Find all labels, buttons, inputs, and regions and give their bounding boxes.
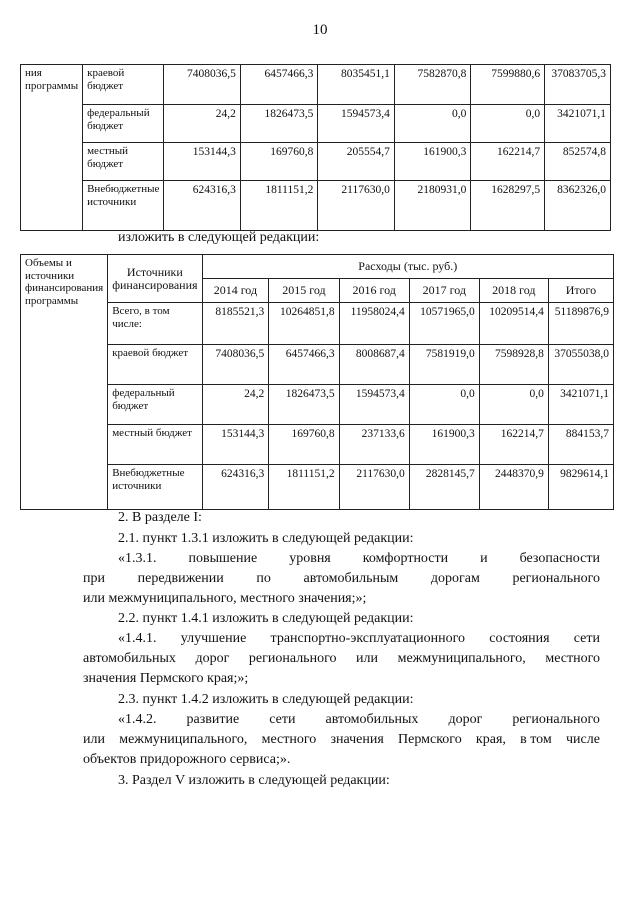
col2-header: Источники финансирования (108, 255, 202, 303)
word: или (83, 732, 105, 747)
table-cell: 37055038,0 (548, 345, 613, 385)
table-cell: 237133,6 (339, 425, 409, 465)
table-row (21, 65, 611, 105)
word: развитие (186, 712, 240, 727)
section-3: 3. Раздел V изложить в следующей редакции: (118, 773, 390, 788)
table-cell: 8035451,1 (318, 65, 395, 105)
quote-131-line2 (83, 571, 600, 587)
table-cell: 2117630,0 (318, 181, 395, 231)
word: автомобильным (303, 571, 399, 586)
table-cell: 161900,3 (409, 425, 479, 465)
table-row (21, 303, 614, 345)
quote-131-line1 (118, 551, 600, 567)
table-cell: 884153,7 (548, 425, 613, 465)
row-label: Внебюджетные источники (108, 465, 202, 510)
word: передвижении (137, 571, 224, 586)
word: по (256, 571, 271, 586)
table-cell: 3421071,1 (545, 105, 611, 143)
table-cell: 153144,3 (164, 143, 241, 181)
item-2-3: 2.3. пункт 1.4.2 изложить в следующей редакции: (118, 692, 414, 707)
table-cell: 2117630,0 (339, 465, 409, 510)
word: состояния (489, 631, 550, 646)
table-cell: 1811151,2 (269, 465, 339, 510)
table-cell: 7408036,5 (164, 65, 241, 105)
row-label: Внебюджетные источники (83, 181, 164, 231)
word: регионального (512, 571, 600, 586)
word: и (480, 551, 488, 566)
table-cell: 3421071,1 (548, 385, 613, 425)
table-cell: 205554,7 (318, 143, 395, 181)
table-cell: 1811151,2 (240, 181, 317, 231)
table-previous (20, 64, 611, 231)
word: комфортности (362, 551, 449, 566)
table-cell: 1826473,5 (240, 105, 317, 143)
table-row (21, 105, 611, 143)
word: межмуниципального, (119, 732, 248, 747)
table-cell: 8362326,0 (545, 181, 611, 231)
word: края, (475, 732, 506, 747)
table-cell: 1594573,4 (318, 105, 395, 143)
year-header: 2018 год (479, 279, 548, 303)
word: «1.3.1. (118, 551, 157, 566)
table-cell: 153144,3 (202, 425, 269, 465)
quote-142-line2 (83, 732, 600, 748)
table-cell: 161900,3 (394, 143, 471, 181)
row-label: краевой бюджет (83, 65, 164, 105)
table-cell: 2828145,7 (409, 465, 479, 510)
first-cell: ния программы (21, 65, 83, 231)
word: транспортно-эксплуатационного (270, 631, 466, 646)
quote-141-line1 (118, 631, 600, 647)
table-cell: 8008687,4 (339, 345, 409, 385)
table-cell: 51189876,9 (548, 303, 613, 345)
year-header: 2016 год (339, 279, 409, 303)
table-cell: 169760,8 (240, 143, 317, 181)
table-cell: 24,2 (202, 385, 269, 425)
page-number: 10 (312, 22, 328, 38)
year-header: 2015 год (269, 279, 339, 303)
table-cell: 6457466,3 (269, 345, 339, 385)
table-row (21, 181, 611, 231)
col1-header: Объемы и источники финансирования программы (21, 255, 108, 510)
table-cell: 10209514,4 (479, 303, 548, 345)
word: сети (269, 712, 296, 727)
quote-142-line1 (118, 712, 600, 728)
table-cell: 1628297,5 (471, 181, 545, 231)
table-cell: 0,0 (394, 105, 471, 143)
word: межмуниципального, (397, 651, 526, 666)
word: повышение (188, 551, 258, 566)
table-cell: 7599880,6 (471, 65, 545, 105)
table-cell: 0,0 (409, 385, 479, 425)
item-2-2: 2.2. пункт 1.4.1 изложить в следующей редакции: (118, 611, 414, 626)
table-cell: 11958024,4 (339, 303, 409, 345)
word: регионального (512, 712, 600, 727)
year-header: 2017 год (409, 279, 479, 303)
row-label: местный бюджет (83, 143, 164, 181)
table-cell: 162214,7 (479, 425, 548, 465)
table-new (20, 254, 614, 510)
word: Пермского (398, 732, 462, 747)
table-cell: 7582870,8 (394, 65, 471, 105)
word: сети (573, 631, 600, 646)
table-row (21, 345, 614, 385)
year-header: Итого (548, 279, 613, 303)
word: автомобильных (83, 651, 176, 666)
quote-141-line2 (83, 651, 600, 667)
quote-141-line3: значения Пермского края;»; (83, 671, 249, 686)
word: в том (520, 732, 552, 747)
table-row (21, 425, 614, 465)
word: «1.4.1. (118, 631, 157, 646)
table-cell: 10264851,8 (269, 303, 339, 345)
table-row (21, 465, 614, 510)
word: при (83, 571, 105, 586)
table-cell: 37083705,3 (545, 65, 611, 105)
quote-142-line3: объектов придорожного сервиса;». (83, 752, 291, 767)
table-cell: 1826473,5 (269, 385, 339, 425)
table-cell: 852574,8 (545, 143, 611, 181)
word: числе (565, 732, 600, 747)
word: дорог (195, 651, 230, 666)
table-cell: 624316,3 (202, 465, 269, 510)
expenses-header: Расходы (тыс. руб.) (202, 255, 613, 279)
year-header: 2014 год (202, 279, 269, 303)
table-cell: 1594573,4 (339, 385, 409, 425)
row-label: местный бюджет (108, 425, 202, 465)
word: регионального (248, 651, 337, 666)
table-row (21, 385, 614, 425)
word: дорогам (430, 571, 480, 586)
table-cell: 9829614,1 (548, 465, 613, 510)
table-cell: 2448370,9 (479, 465, 548, 510)
table-cell: 7581919,0 (409, 345, 479, 385)
word: автомобильных (325, 712, 419, 727)
row-label: Всего, в том числе: (108, 303, 202, 345)
word: уровня (289, 551, 331, 566)
word: дорог (448, 712, 483, 727)
table-cell: 10571965,0 (409, 303, 479, 345)
word: улучшение (180, 631, 247, 646)
word: местного (545, 651, 600, 666)
word: местного (261, 732, 317, 747)
table-cell: 2180931,0 (394, 181, 471, 231)
table-row (21, 143, 611, 181)
word: или (356, 651, 379, 666)
table-cell: 0,0 (479, 385, 548, 425)
word: значения (330, 732, 384, 747)
table-cell: 624316,3 (164, 181, 241, 231)
table-cell: 24,2 (164, 105, 241, 143)
word: безопасности (519, 551, 600, 566)
table-cell: 169760,8 (269, 425, 339, 465)
item-2-1: 2.1. пункт 1.3.1 изложить в следующей редакции: (118, 531, 414, 546)
word: «1.4.2. (118, 712, 157, 727)
row-label: краевой бюджет (108, 345, 202, 385)
section-2: 2. В разделе I: (118, 510, 202, 525)
table-cell: 7408036,5 (202, 345, 269, 385)
table-cell: 7598928,8 (479, 345, 548, 385)
table-cell: 6457466,3 (240, 65, 317, 105)
table-cell: 162214,7 (471, 143, 545, 181)
table-cell: 0,0 (471, 105, 545, 143)
table-cell: 8185521,3 (202, 303, 269, 345)
row-label: федеральный бюджет (108, 385, 202, 425)
intro-line: изложить в следующей редакции: (118, 230, 320, 245)
quote-131-line3: или межмуниципального, местного значения;»; (83, 591, 367, 606)
table-header-row (21, 255, 614, 279)
row-label: федеральный бюджет (83, 105, 164, 143)
